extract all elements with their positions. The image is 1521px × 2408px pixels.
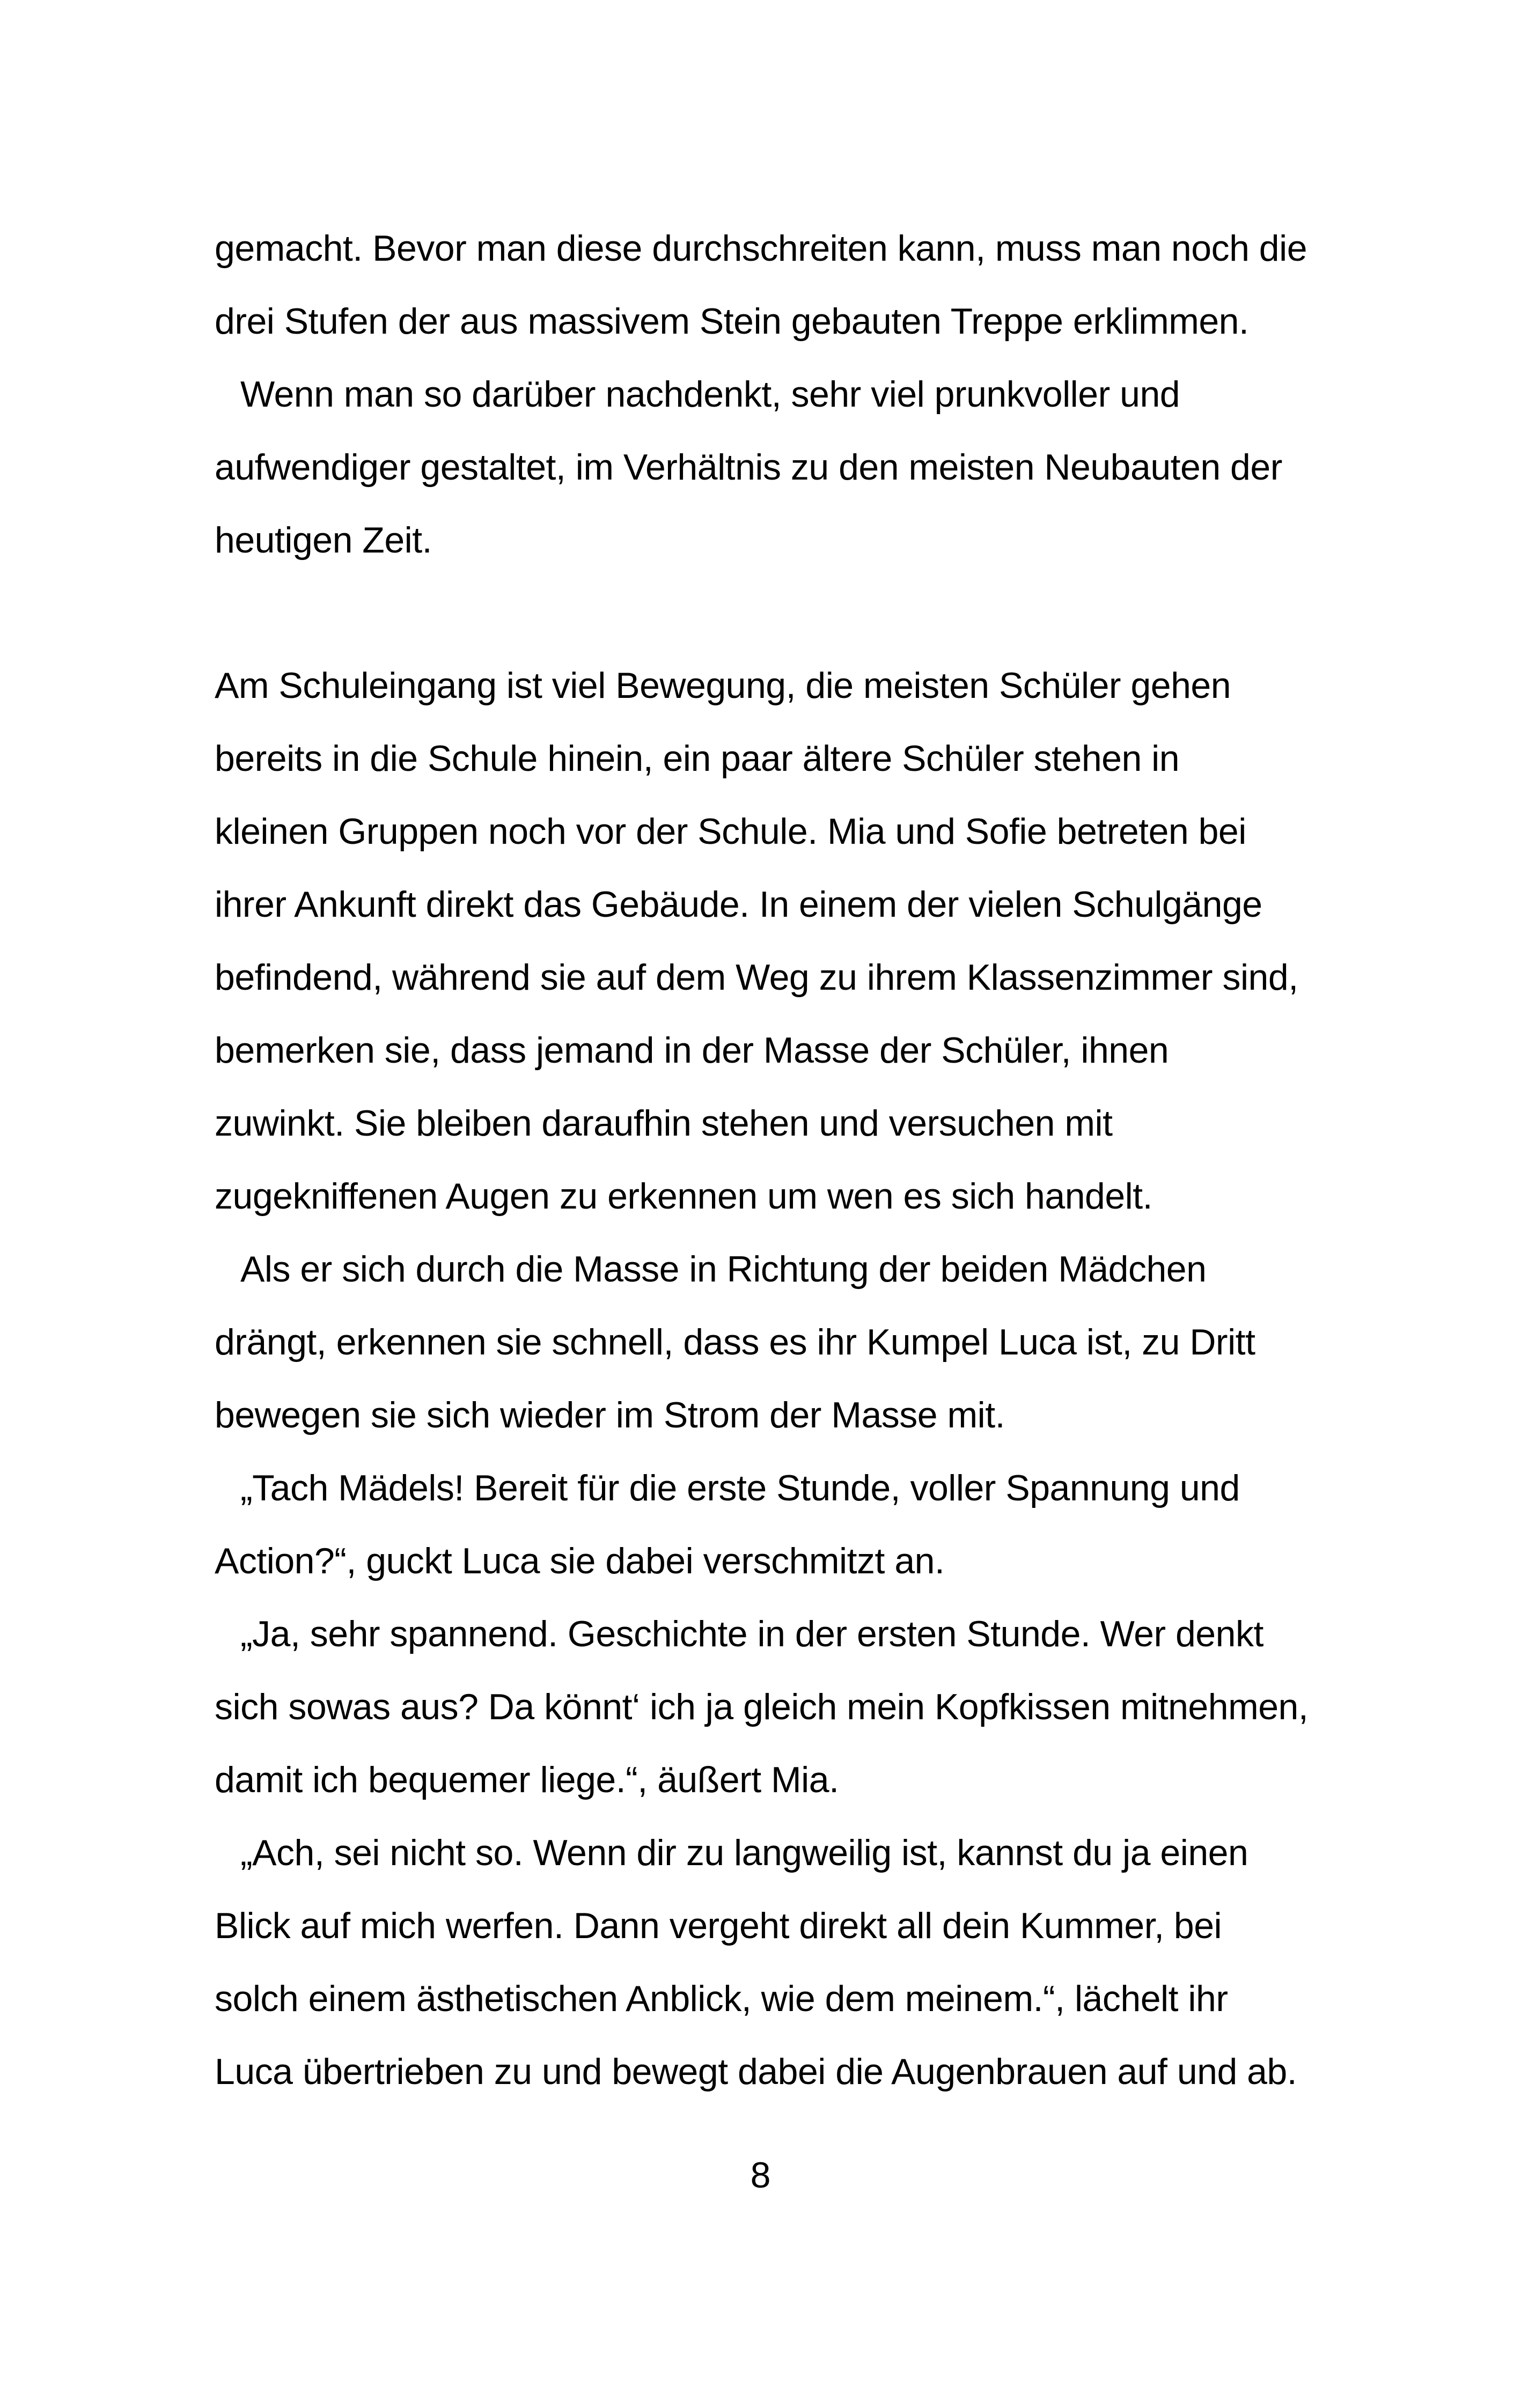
text-line: „Tach Mädels! Bereit für die erste Stunde, voller Spannung und: [240, 1468, 1240, 1508]
text-line: bereits in die Schule hinein, ein paar ältere Schüler stehen in: [215, 738, 1180, 779]
text-line: drei Stufen der aus massivem Stein gebauten Treppe erklimmen.: [215, 301, 1249, 342]
text-line: „Ach, sei nicht so. Wenn dir zu langweilig ist, kannst du ja einen: [240, 1832, 1248, 1873]
paragraph-block-2: [215, 649, 1320, 2108]
paragraph-block-1: [215, 212, 1320, 577]
text-line: zuwinkt. Sie bleiben daraufhin stehen und versuchen mit: [215, 1103, 1113, 1144]
text-line: drängt, erkennen sie schnell, dass es ihr Kumpel Luca ist, zu Dritt: [215, 1322, 1255, 1363]
text-line: Action?“, guckt Luca sie dabei verschmitzt an.: [215, 1541, 945, 1581]
text-line: damit ich bequemer liege.“, äußert Mia.: [215, 1759, 839, 1800]
text-line: Blick auf mich werfen. Dann vergeht direkt all dein Kummer, bei: [215, 1905, 1222, 1946]
text-line: Als er sich durch die Masse in Richtung der beiden Mädchen: [240, 1249, 1207, 1290]
text-line: „Ja, sehr spannend. Geschichte in der ersten Stunde. Wer denkt: [240, 1614, 1263, 1654]
text-line: solch einem ästhetischen Anblick, wie dem meinem.“, lächelt ihr: [215, 1978, 1228, 2019]
text-line: bemerken sie, dass jemand in der Masse der Schüler, ihnen: [215, 1030, 1169, 1071]
text-line: heutigen Zeit.: [215, 520, 432, 561]
text-line: Wenn man so darüber nachdenkt, sehr viel prunkvoller und: [240, 374, 1180, 415]
text-line: zugekniffenen Augen zu erkennen um wen es sich handelt.: [215, 1176, 1153, 1217]
text-line: ihrer Ankunft direkt das Gebäude. In einem der vielen Schulgänge: [215, 884, 1262, 925]
text-line: Am Schuleingang ist viel Bewegung, die meisten Schüler gehen: [215, 665, 1231, 706]
text-line: befindend, während sie auf dem Weg zu ihrem Klassenzimmer sind,: [215, 957, 1298, 998]
text-line: aufwendiger gestaltet, im Verhältnis zu den meisten Neubauten der: [215, 447, 1282, 488]
text-line: sich sowas aus? Da könnt‘ ich ja gleich mein Kopfkissen mitnehmen,: [215, 1687, 1309, 1727]
text-line: Luca übertrieben zu und bewegt dabei die Augenbrauen auf und ab.: [215, 2051, 1297, 2092]
text-line: kleinen Gruppen noch vor der Schule. Mia und Sofie betreten bei: [215, 811, 1246, 852]
text-line: gemacht. Bevor man diese durchschreiten kann, muss man noch die: [215, 228, 1307, 269]
page-number: 8: [750, 2155, 771, 2196]
text-line: bewegen sie sich wieder im Strom der Masse mit.: [215, 1395, 1005, 1435]
